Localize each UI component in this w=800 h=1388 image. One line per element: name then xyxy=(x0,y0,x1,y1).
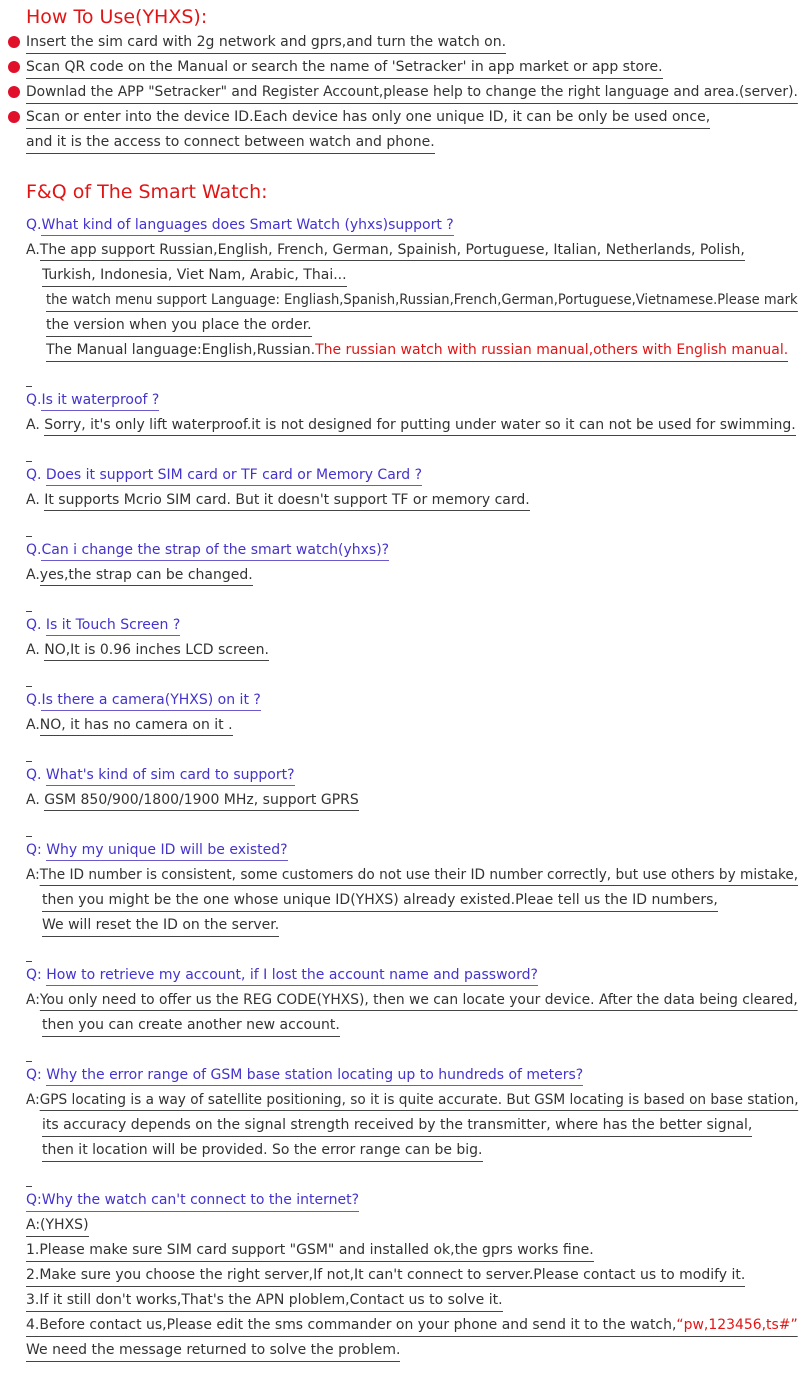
faq-a2: A. Sorry, it's only lift waterproof.it is not designed for putting under water so it can not be used for swimming. xyxy=(26,416,796,434)
faq-title: F&Q of The Smart Watch: xyxy=(26,181,268,203)
separator-mark xyxy=(26,761,32,762)
separator-mark xyxy=(26,386,32,387)
faq-q2: Q.Is it waterproof ? xyxy=(26,391,159,409)
separator-mark xyxy=(26,1186,32,1187)
faq-q3: Q. Does it support SIM card or TF card or Memory Card ? xyxy=(26,466,422,484)
faq-a11-step5: We need the message returned to solve the problem. xyxy=(26,1341,400,1362)
faq-a11-step3: 3.If it still don't works,That's the APN ploblem,Contact us to solve it. xyxy=(26,1291,503,1312)
faq-a5: A. NO,It is 0.96 inches LCD screen. xyxy=(26,641,269,659)
faq-a6: A.NO, it has no camera on it . xyxy=(26,716,233,734)
faq-q1: Q.What kind of languages does Smart Watch (yhxs)support ? xyxy=(26,216,454,234)
separator-mark xyxy=(26,536,32,537)
howto-step-2: Scan QR code on the Manual or search the name of 'Setracker' in app market or app store. xyxy=(26,58,663,79)
faq-a11-step1: 1.Please make sure SIM card support "GSM" and installed ok,the gprs works fine. xyxy=(26,1241,594,1262)
faq-a1-line3: the watch menu support Language: Engliash,Spanish,Russian,French,German,Portuguese,Vietnamese.Please mark xyxy=(46,291,798,312)
howto-step-4-cont: and it is the access to connect between watch and phone. xyxy=(26,133,435,154)
faq-a8-line2: then you might be the one whose unique ID(YHXS) already existed.Pleae tell us the ID numbers, xyxy=(42,891,718,912)
faq-a9-line1: A:You only need to offer us the REG CODE(YHXS), then we can locate your device. After the data being cleared, xyxy=(26,991,798,1009)
faq-a11-step2: 2.Make sure you choose the right server,If not,It can't connect to server.Please contact us to modify it. xyxy=(26,1266,745,1287)
howto-title: How To Use(YHXS): xyxy=(26,6,208,28)
bullet-icon xyxy=(8,86,20,98)
faq-a1-line1: A.The app support Russian,English, French, German, Spainish, Portuguese, Italian, Netherlands, Polish, xyxy=(26,241,745,259)
faq-a1-line4: the version when you place the order. xyxy=(46,316,312,337)
separator-mark xyxy=(26,836,32,837)
faq-a7: A. GSM 850/900/1800/1900 MHz, support GPRS xyxy=(26,791,359,809)
faq-a10-line3: then it location will be provided. So the error range can be big. xyxy=(42,1141,483,1162)
howto-step-3: Downlad the APP "Setracker" and Register Account,please help to change the right language and area.(server). xyxy=(26,83,798,104)
faq-q5: Q. Is it Touch Screen ? xyxy=(26,616,180,634)
faq-a4: A.yes,the strap can be changed. xyxy=(26,566,253,584)
separator-mark xyxy=(26,961,32,962)
bullet-icon xyxy=(8,36,20,48)
faq-a10-line1: A:GPS locating is a way of satellite positioning, so it is quite accurate. But GSM locating is based on base station, xyxy=(26,1091,799,1109)
faq-a11-step4: 4.Before contact us,Please edit the sms commander on your phone and send it to the watch,“pw,123456,ts#” xyxy=(26,1316,798,1337)
faq-a8-line1: A:The ID number is consistent, some customers do not use their ID number correctly, but use others by mistake, xyxy=(26,866,798,884)
bullet-icon xyxy=(8,61,20,73)
separator-mark xyxy=(26,461,32,462)
faq-a3: A. It supports Mcrio SIM card. But it doesn't support TF or memory card. xyxy=(26,491,530,509)
faq-q9: Q: How to retrieve my account, if I lost the account name and password? xyxy=(26,966,538,984)
faq-a8-line3: We will reset the ID on the server. xyxy=(42,916,279,937)
howto-step-4: Scan or enter into the device ID.Each device has only one unique ID, it can be only be used once, xyxy=(26,108,710,129)
faq-q10: Q: Why the error range of GSM base station locating up to hundreds of meters? xyxy=(26,1066,583,1084)
faq-a1-line5: The Manual language:English,Russian.The russian watch with russian manual,others with English manual. xyxy=(46,341,788,362)
faq-a11-label: A:(YHXS) xyxy=(26,1216,89,1237)
faq-q6: Q.Is there a camera(YHXS) on it ? xyxy=(26,691,261,709)
separator-mark xyxy=(26,611,32,612)
faq-a10-line2: its accuracy depends on the signal strength received by the transmitter, where has the better signal, xyxy=(42,1116,752,1137)
bullet-icon xyxy=(8,111,20,123)
faq-q8: Q: Why my unique ID will be existed? xyxy=(26,841,288,859)
faq-q4: Q.Can i change the strap of the smart watch(yhxs)? xyxy=(26,541,389,559)
separator-mark xyxy=(26,686,32,687)
faq-q11: Q:Why the watch can't connect to the internet? xyxy=(26,1191,359,1212)
faq-a9-line2: then you can create another new account. xyxy=(42,1016,340,1037)
howto-step-1: Insert the sim card with 2g network and gprs,and turn the watch on. xyxy=(26,33,506,54)
faq-a1-line2: Turkish, Indonesia, Viet Nam, Arabic, Thai... xyxy=(42,266,347,287)
separator-mark xyxy=(26,1061,32,1062)
faq-q7: Q. What's kind of sim card to support? xyxy=(26,766,295,784)
